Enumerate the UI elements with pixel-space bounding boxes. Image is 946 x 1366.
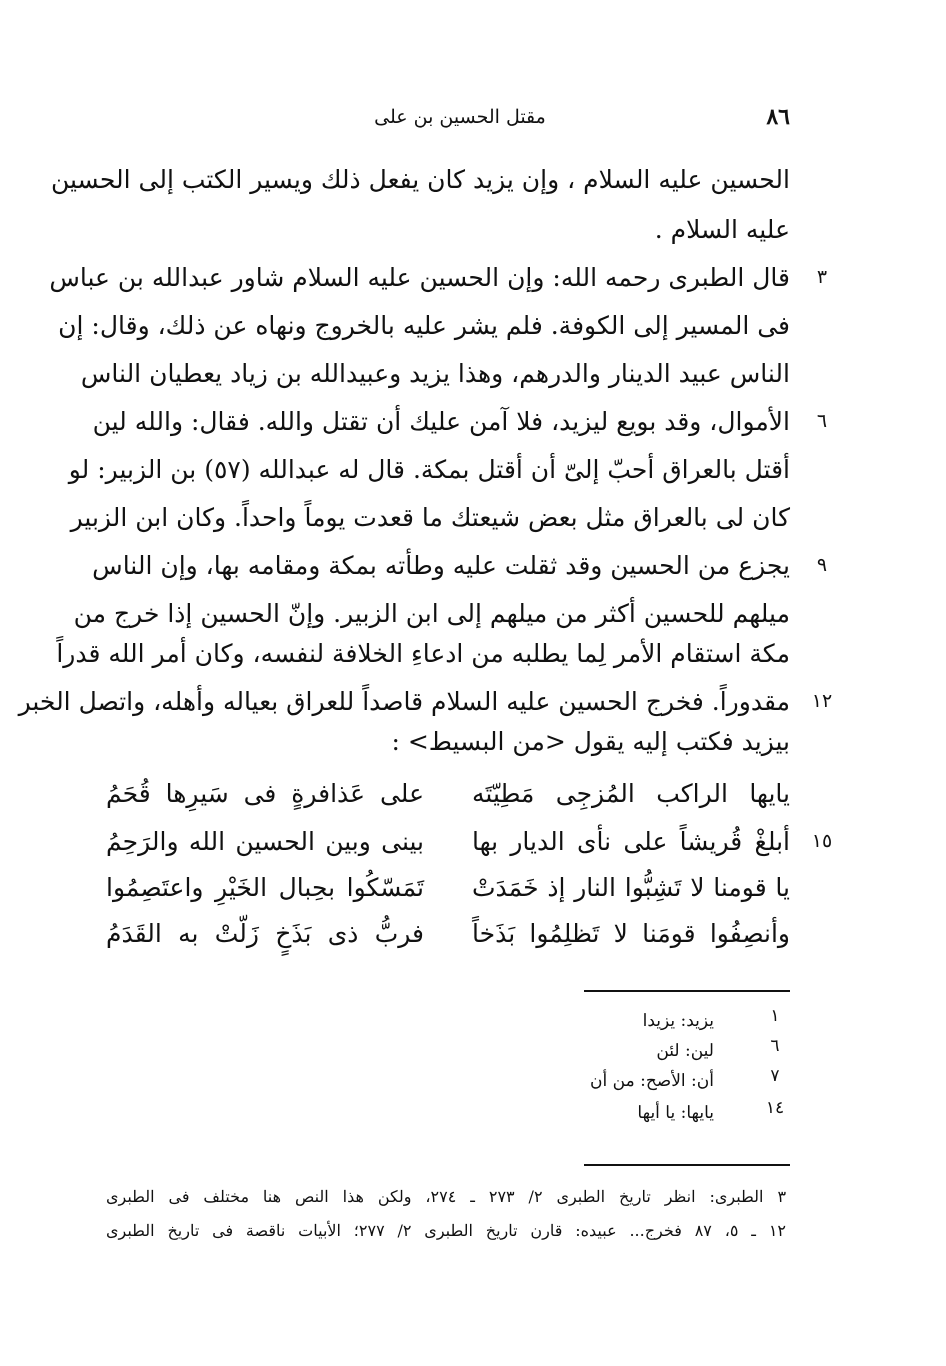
line-number: ١٥	[811, 830, 833, 852]
running-title: مقتل الحسين بن على	[374, 106, 546, 128]
variant-reading: لين: لئن	[656, 1041, 714, 1061]
body-line: الحسين عليه السلام ، وإن يزيد كان يفعل ذلك ويسير الكتب إلى الحسين	[50, 165, 790, 194]
footnote-divider	[584, 990, 790, 992]
variant-line-number: ٧	[770, 1066, 780, 1086]
verse-first-hemistich: يا قومنا لا تَشِبُّوا النار إذ خَمَدَتْ	[472, 873, 790, 902]
body-line: عليه السلام .	[654, 215, 790, 244]
line-number: ٣	[816, 266, 828, 288]
body-line: بيزيد فكتب إليه يقول <من البسيط> :	[391, 727, 790, 756]
body-line: قال الطبرى رحمه الله: وإن الحسين عليه السلام شاور عبدالله بن عباس	[49, 263, 790, 292]
reference-note	[106, 1182, 786, 1212]
body-line: كان لى بالعراق مثل بعض شيعتك ما قعدت يوماً واحداً. وكان ابن الزبير	[70, 503, 790, 532]
body-line: الأموال، وقد بويع ليزيد، فلا آمن عليك أن تقتل والله. فقال: والله لين	[92, 407, 790, 436]
variant-line-number: ٦	[770, 1036, 780, 1056]
verse-second-hemistich: بينى وبين الحسين الله والرَحِمُ	[106, 827, 424, 856]
line-number: ٩	[816, 554, 828, 576]
variant-reading: أن: الأصح: من أن	[590, 1071, 714, 1091]
body-line: مكة استقام الأمر لِما يطلبه من ادعاءِ الخلافة لنفسه، وكان أمر الله قدراً	[56, 639, 790, 668]
reference-text: الطبرى: انظر تاريخ الطبرى ٢/ ٢٧٣ ـ ٢٧٤، ولكن هذا النص هنا مختلف فى الطبرى	[106, 1187, 764, 1206]
verse-first-hemistich: وأنصِفُوا قومَنا لا تَظلِمُوا بَذَخاً	[472, 919, 790, 948]
line-number: ٦	[816, 410, 828, 432]
line-number: ١٢	[811, 690, 833, 712]
reference-line-number: ١٢ ـ ٥، ٨٧	[694, 1221, 786, 1240]
variant-reading: يايها: يا أيها	[637, 1103, 714, 1123]
verse-first-hemistich: أبلغْ قُريشاً على نأى الديار بها	[472, 827, 790, 856]
verse-first-hemistich: يايها الراكب المُزجِى مَطِيّتَه	[472, 779, 790, 808]
page-number: ٨٦	[766, 104, 790, 130]
references-divider	[584, 1164, 790, 1166]
body-line: ميلهم للحسين أكثر من ميلهم إلى ابن الزبير. وإنّ الحسين إذا خرج من	[73, 599, 790, 628]
body-line: يجزع من الحسين وقد ثقلت عليه وطأته بمكة ومقامه بها، وإن الناس	[92, 551, 790, 580]
verse-second-hemistich: فربُّ ذى بَذَخٍ زَلّتْ به القَدَمُ	[106, 919, 424, 948]
variant-reading: يزيد: يزيدا	[642, 1011, 714, 1031]
body-line: مقدوراً. فخرج الحسين عليه السلام قاصداً للعراق بعياله وأهله، واتصل الخبر	[18, 687, 790, 716]
reference-note	[106, 1216, 786, 1246]
variant-line-number: ١٤	[765, 1098, 785, 1118]
reference-line-number: ٣	[777, 1187, 787, 1206]
body-line: الناس عبيد الدينار والدرهم، وهذا يزيد وعبيدالله بن زياد يعطيان الناس	[80, 359, 790, 388]
verse-second-hemistich: تَمَسّكُوا بحِبال الخَيْرِ واعتَصِمُوا	[106, 873, 424, 902]
body-line: فى المسير إلى الكوفة. فلم يشر عليه بالخروج ونهاه عن ذلك، وقال: إن	[58, 311, 790, 340]
reference-text: فخرج... عبيده: قارن تاريخ الطبرى ٢/ ٢٧٧؛ الأبيات ناقصة فى تاريخ الطبرى	[106, 1221, 682, 1240]
variant-line-number: ١	[770, 1006, 780, 1026]
verse-second-hemistich: على عَذافرةٍ فى سَيرِها قُحَمُ	[106, 779, 424, 808]
body-line: أقتل بالعراق أحبّ إلىّ أن أقتل بمكة. قال له عبدالله (٥٧) بن الزبير: لو	[68, 455, 790, 484]
